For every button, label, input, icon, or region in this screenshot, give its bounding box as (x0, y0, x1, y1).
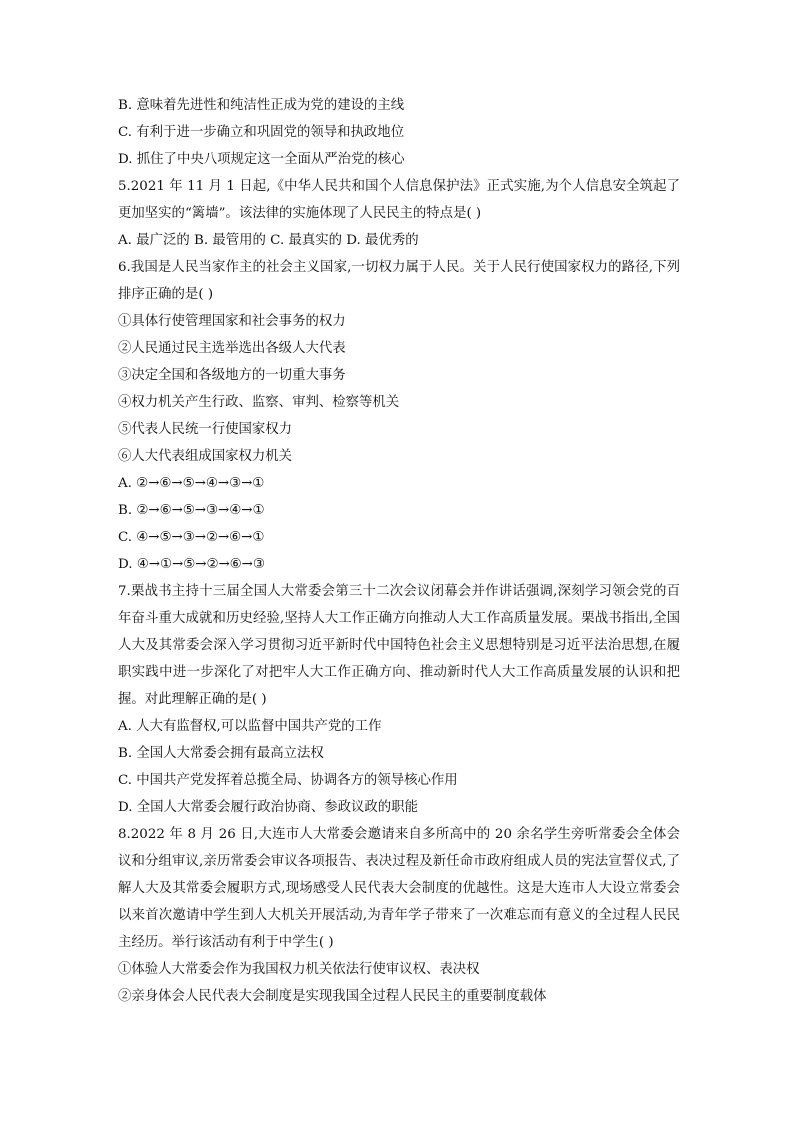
question-5-stem: 5.2021 年 11 月 1 日起,《中华人民共和国个人信息保护法》正式实施,为个人信息安全筑起了更加坚实的“篱墙”。该法律的实施体现了人民民主的特点是( ) (118, 179, 680, 221)
question-6-option-c: C. ④→⑤→③→②→⑥→① (118, 530, 265, 545)
question-6-option-a: A. ②→⑥→⑤→④→③→① (118, 476, 265, 491)
question-7-option-a: A. 人大有监督权,可以监督中国共产党的工作 (118, 719, 382, 734)
question-6-item-4: ④权力机关产生行政、监察、审判、检察等机关 (118, 395, 400, 410)
option-d-q4: D. 抓住了中央八项规定这一全面从严治党的核心 (118, 152, 405, 167)
question-6-stem: 6.我国是人民当家作主的社会主义国家,一切权力属于人民。关于人民行使国家权力的路径,下列排序正确的是( ) (118, 260, 680, 302)
question-6-item-3: ③决定全国和各级地方的一切重大事务 (118, 368, 346, 383)
option-b-q4: B. 意味着先进性和纯洁性正成为党的建设的主线 (118, 98, 405, 113)
question-6-item-1: ①具体行使管理国家和社会事务的权力 (118, 314, 346, 329)
question-7-option-c: C. 中国共产党发挥着总揽全局、协调各方的领导核心作用 (118, 773, 458, 788)
option-c-q4: C. 有利于进一步确立和巩固党的领导和执政地位 (118, 125, 405, 140)
question-8-stem: 8.2022 年 8 月 26 日,大连市人大常委会邀请来自多所高中的 20 余名学生旁听常委会全体会议和分组审议,亲历常委会审议各项报告、表决过程及新任命市政府组成人员的宪法宣誓仪式,了解人大及其常委会履职方式,现场感受人民代表大会制度的优越性。这是大连市人大设立常委会以来首次邀请中学生到人大机关开展活动,为青年学子带来了一次难忘而有意义的全过程人民民主经历。举行该活动有利于中学生( ) (118, 827, 680, 950)
question-5-options: A. 最广泛的 B. 最管用的 C. 最真实的 D. 最优秀的 (118, 233, 419, 248)
question-6-item-2: ②人民通过民主选举选出各级人大代表 (118, 341, 346, 356)
question-6-option-d: D. ④→①→⑤→②→⑥→③ (118, 557, 265, 572)
question-8-item-1: ①体验人大常委会作为我国权力机关依法行使审议权、表决权 (118, 962, 480, 977)
question-7-option-b: B. 全国人大常委会拥有最高立法权 (118, 746, 324, 761)
question-6-option-b: B. ②→⑥→⑤→③→④→① (118, 503, 265, 518)
question-6-item-5: ⑤代表人民统一行使国家权力 (118, 422, 293, 437)
question-8-item-2: ②亲身体会人民代表大会制度是实现我国全过程人民民主的重要制度载体 (118, 989, 547, 1004)
question-6-item-6: ⑥人大代表组成国家权力机关 (118, 449, 293, 464)
question-7-stem: 7.栗战书主持十三届全国人大常委会第三十二次会议闭幕会并作讲话强调,深刻学习领会党的百年奋斗重大成就和历史经验,坚持人大工作正确方向推动人大工作高质量发展。栗战书指出,全国人大及其常委会深入学习贯彻习近平新时代中国特色社会主义思想特别是习近平法治思想,在履职实践中进一步深化了对把牢人大工作正确方向、推动新时代人大工作高质量发展的认识和把握。对此理解正确的是( ) (118, 584, 680, 707)
question-7-option-d: D. 全国人大常委会履行政治协商、参政议政的职能 (118, 800, 418, 815)
question-content (118, 92, 680, 1010)
